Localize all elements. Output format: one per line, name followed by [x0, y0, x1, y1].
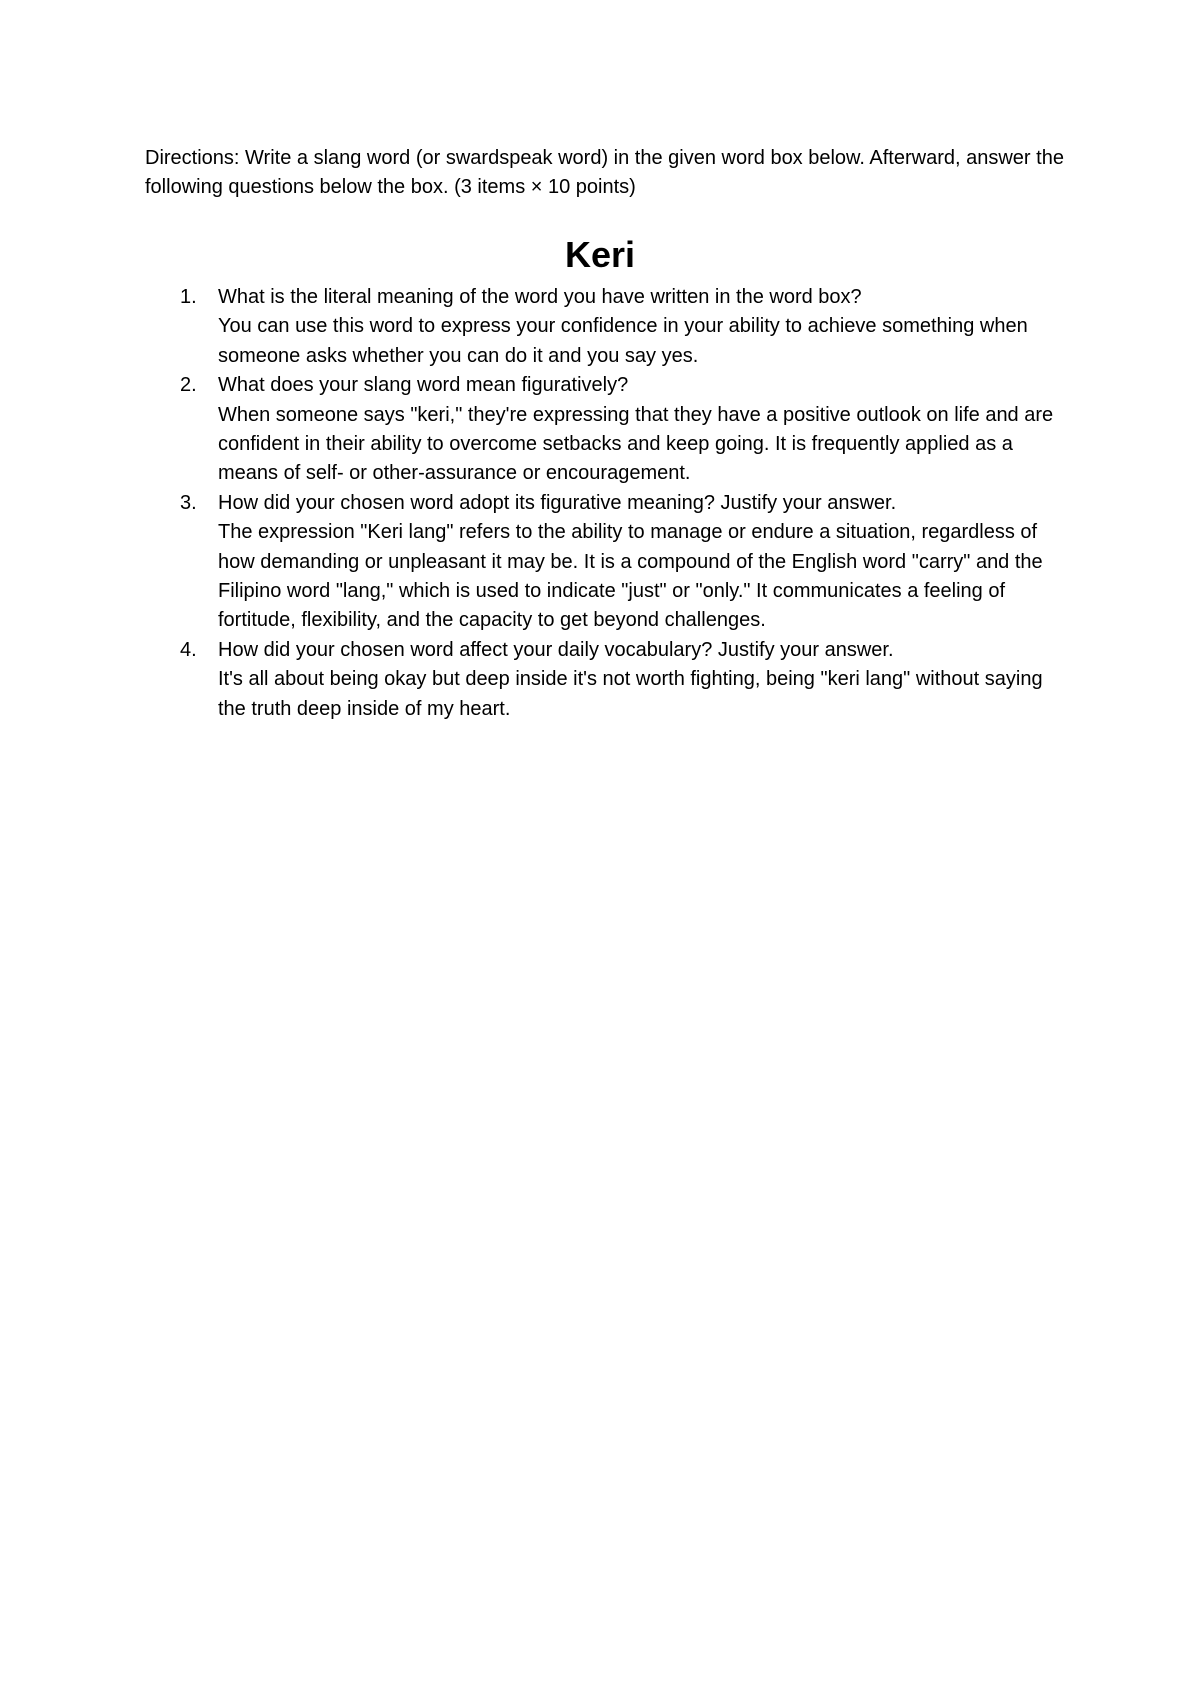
- question-text: What does your slang word mean figuratively?: [218, 374, 629, 397]
- answer-text: It's all about being okay but deep inside it's not worth fighting, being "keri lang" without saying the truth deep inside of my heart.: [218, 668, 1043, 720]
- question-text: How did your chosen word adopt its figurative meaning? Justify your answer.: [218, 491, 897, 514]
- list-item: [145, 283, 1065, 371]
- list-item: [145, 636, 1065, 724]
- question-text: What is the literal meaning of the word you have written in the word box?: [218, 286, 862, 308]
- answer-text: When someone says "keri," they're expressing that they have a positive outlook on life and are confident in their ability to overcome setbacks and keep going. It is frequently applied as a means of self- or other-assurance or encouragement.: [218, 403, 1054, 485]
- question-text: How did your chosen word affect your daily vocabulary? Justify your answer.: [218, 638, 894, 661]
- item-number: 1.: [180, 286, 197, 308]
- directions-text: Directions: Write a slang word (or swardspeak word) in the given word box below. Afterward, answer the following questions below the box. (3 items × 10 points): [145, 147, 1064, 198]
- slang-word: Keri: [564, 234, 636, 275]
- item-number: 3.: [180, 491, 197, 514]
- list-item: [145, 371, 1065, 489]
- list-item: [145, 489, 1065, 636]
- item-number: 4.: [180, 638, 197, 661]
- answer-text: The expression "Keri lang" refers to the ability to manage or endure a situation, regardless of how demanding or unpleasant it may be. It is a compound of the English word "carry" and the Filipino word "lang," which is used to indicate "just" or "only." It communicates a feeling of fortitude, flexibility, and the capacity to get beyond challenges.: [218, 521, 1043, 632]
- questions-list: [145, 283, 1065, 724]
- item-number: 2.: [180, 374, 197, 397]
- answer-text: You can use this word to express your confidence in your ability to achieve something when someone asks whether you can do it and you say yes.: [218, 315, 1028, 367]
